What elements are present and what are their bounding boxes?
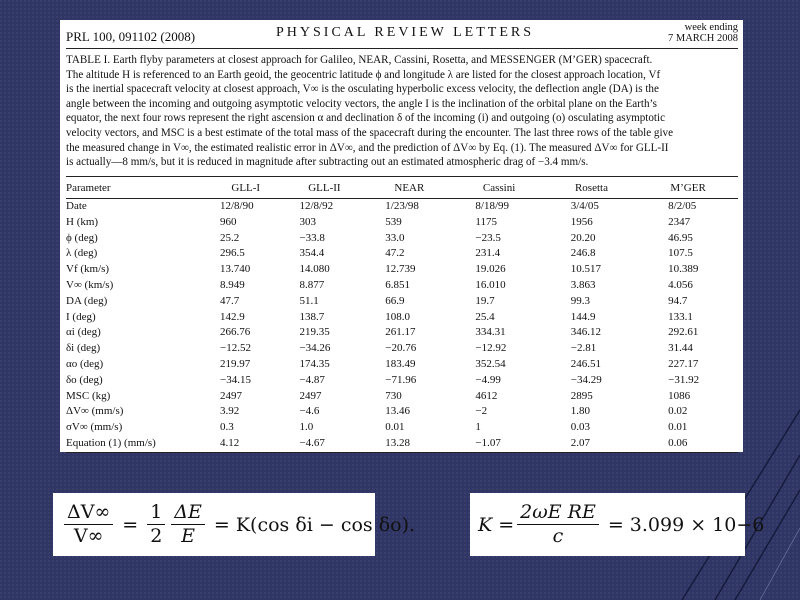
caption-line: velocity vectors, and MSC is a best estimate of the total mass of the spacecraft during the encounter. The last three rows of the table give [66, 126, 673, 139]
caption-line: TABLE I. Earth flyby parameters at closest approach for Galileo, NEAR, Cassini, Rosetta, and MESSENGER (M’GER) spacecraft. [66, 54, 653, 66]
equals-sign: = [122, 513, 139, 536]
table-row [66, 325, 738, 341]
table-cell: 16.010 [475, 278, 506, 291]
table-cell: 0.02 [668, 405, 688, 418]
table-cell: 246.51 [570, 357, 601, 370]
table-cell: 13.46 [385, 405, 411, 418]
table-row [66, 357, 738, 373]
table-cell: 539 [385, 215, 402, 228]
column-header: GLL-II [283, 177, 365, 199]
table-cell: 19.7 [475, 294, 495, 307]
table-cell: −33.8 [299, 231, 325, 244]
table-cell: 1956 [570, 215, 593, 228]
row-label: ΔV∞ (mm/s) [66, 405, 124, 418]
column-header: GLL-I [208, 177, 283, 199]
table-cell: 133.1 [668, 310, 693, 323]
week-ending-label: week ending [684, 22, 738, 33]
equation-k-constant [470, 493, 765, 556]
table-cell: 10.389 [668, 263, 699, 276]
issue-date: 7 MARCH 2008 [667, 33, 738, 44]
table-cell: 19.026 [475, 263, 506, 276]
issue-date-block [668, 22, 738, 44]
caption-line: the measured change in V∞, the estimated realistic error in ΔV∞, and the prediction of ΔV∞ by Eq. (1). The measured ΔV∞ for GLL-II [66, 141, 669, 154]
half-numerator: 1 [147, 502, 165, 525]
table-cell: 12/8/92 [299, 200, 334, 212]
column-header: Cassini [453, 177, 544, 199]
table-cell: 108.0 [385, 310, 411, 323]
table-cell: 20.20 [570, 231, 596, 244]
column-header: M’GER [638, 177, 738, 199]
table-row [66, 215, 738, 231]
row-label: λ (deg) [66, 247, 98, 260]
table-row [66, 199, 738, 215]
table-cell: −34.29 [570, 373, 602, 386]
running-head [66, 24, 738, 48]
table-cell: −2.81 [570, 342, 597, 355]
table-cell: 6.851 [385, 278, 411, 291]
table-cell: 246.8 [570, 247, 596, 260]
header-rule [66, 48, 738, 49]
table-body [66, 199, 738, 453]
column-header: NEAR [365, 177, 453, 199]
table-row [66, 389, 738, 405]
row-label: δi (deg) [66, 342, 101, 355]
table-cell: 292.61 [668, 326, 699, 339]
table-cell: 14.080 [299, 263, 330, 276]
table-cell: 266.76 [220, 326, 251, 339]
row-label: αi (deg) [66, 326, 101, 339]
table-row [66, 278, 738, 294]
table-cell: 1.80 [570, 405, 590, 418]
table-cell: 219.35 [299, 326, 330, 339]
table-cell: 25.4 [475, 310, 495, 323]
table-row [66, 246, 738, 262]
table-cell: 2497 [299, 389, 322, 402]
table-cell: −23.5 [475, 231, 501, 244]
caption-line: angle between the incoming and outgoing asymptotic velocity vectors, the angle I is the inclination of the orbital plane on the Earth’s [66, 97, 657, 110]
table-cell: −34.26 [299, 342, 331, 355]
table-cell: −71.96 [385, 373, 417, 386]
k-value: = 3.099 × 10−6 [607, 513, 765, 536]
table-row [66, 373, 738, 389]
table-cell: 730 [385, 389, 402, 402]
column-header-parameter: Parameter [66, 177, 208, 199]
row-label: H (km) [66, 215, 99, 228]
table-cell: 10.517 [570, 263, 601, 276]
table-cell: 1086 [668, 389, 691, 402]
table-cell: 144.9 [570, 310, 596, 323]
table-cell: 0.06 [638, 436, 738, 452]
table-row [66, 420, 738, 436]
row-label: αo (deg) [66, 357, 104, 370]
row-label: Equation (1) (mm/s) [66, 436, 208, 452]
table-cell: 0.3 [220, 421, 234, 434]
table-cell: 354.4 [299, 247, 325, 260]
table-cell: 1.0 [299, 421, 314, 434]
table-cell: 219.97 [220, 357, 251, 370]
table-cell: 346.12 [570, 326, 601, 339]
k-numerator: 2ωE RE [517, 502, 599, 525]
energy-numerator: ΔE [171, 502, 205, 525]
table-cell: 66.9 [385, 294, 405, 307]
table-cell: 47.7 [220, 294, 240, 307]
table-cell: −4.99 [475, 373, 501, 386]
table-cell: 107.5 [668, 247, 693, 260]
table-row [66, 404, 738, 420]
table-cell: 12/8/90 [220, 200, 254, 212]
journal-reference: PRL 100, 091102 (2008) [66, 29, 196, 44]
table-row [66, 294, 738, 310]
caption-line: is actually—8 mm/s, but it is reduced in magnitude after subtracting out an estimated atmospheric drag of −3.4 mm/s. [66, 156, 589, 169]
table-cell: 183.49 [385, 357, 416, 370]
table-cell: 8.877 [299, 278, 325, 291]
table-cell: 261.17 [385, 326, 416, 339]
table-cell: 0.01 [385, 421, 405, 434]
table-cell: 138.7 [299, 310, 325, 323]
table-cell: 1 [475, 421, 481, 434]
equation-rhs: = K(cos δi − cos δo). [213, 513, 416, 536]
table-cell: −1.07 [453, 436, 544, 452]
table-cell: 33.0 [385, 231, 405, 244]
table-row [66, 310, 738, 326]
table-cell: 0.03 [570, 421, 590, 434]
caption-line: The altitude H is referenced to an Earth geoid, the geocentric latitude ϕ and longitude λ are listed for the closest approach location, Vf [66, 68, 661, 81]
table-cell: 1175 [475, 215, 498, 228]
row-label: MSC (kg) [66, 389, 111, 402]
row-label: σV∞ (mm/s) [66, 421, 123, 434]
energy-fraction [171, 502, 205, 547]
table-cell: 352.54 [475, 357, 506, 370]
table-cell: 99.3 [570, 294, 590, 307]
table-cell: 4.12 [208, 436, 283, 452]
row-label: V∞ (km/s) [66, 278, 114, 291]
table-row [66, 231, 738, 247]
k-denominator: c [552, 525, 564, 547]
table-cell: 227.17 [668, 357, 699, 370]
table-cell: 8/2/05 [668, 200, 697, 212]
half-fraction [147, 502, 165, 547]
paper-excerpt [60, 20, 743, 452]
journal-name: PHYSICAL REVIEW LETTERS [276, 25, 534, 40]
k-lhs: K = [478, 513, 515, 536]
table-cell: 2.07 [545, 436, 638, 452]
table-cell: 4.056 [668, 278, 693, 291]
table-cell: 174.35 [299, 357, 330, 370]
table-cell: −12.92 [475, 342, 507, 355]
table-cell: −4.67 [283, 436, 365, 452]
caption-line: equator, the next four rows represent the right ascension α and declination δ of the incoming (i) and outgoing (o) osculating asymptotic [66, 112, 666, 125]
table-cell: −4.87 [299, 373, 325, 386]
table-cell: 296.5 [220, 247, 245, 260]
table-cell: 231.4 [475, 247, 501, 260]
column-header: Rosetta [545, 177, 638, 199]
table-row [66, 341, 738, 357]
table-cell: 25.2 [220, 231, 240, 244]
table-cell: 2497 [220, 389, 242, 402]
row-label: I (deg) [66, 310, 96, 323]
table-cell: 960 [220, 215, 237, 228]
row-label: Vf (km/s) [66, 263, 110, 276]
table-cell: 334.31 [475, 326, 506, 339]
row-label: ϕ (deg) [66, 231, 98, 244]
k-fraction [517, 502, 599, 547]
table-cell: 303 [299, 215, 316, 228]
table-cell: −34.15 [220, 373, 251, 386]
table-cell: 51.1 [299, 294, 319, 307]
table-cell: 47.2 [385, 247, 405, 260]
table-cell: 12.739 [385, 263, 416, 276]
table-cell: 31.44 [668, 342, 693, 355]
table-cell: 3.92 [220, 405, 240, 418]
lhs-fraction [64, 502, 113, 547]
table-cell: 0.01 [668, 421, 688, 434]
row-label: δo (deg) [66, 373, 103, 386]
lhs-denominator: V∞ [73, 525, 104, 547]
table-row [66, 436, 738, 452]
table-cell: −4.6 [299, 405, 320, 418]
table-header-row [66, 177, 738, 199]
table-cell: −12.52 [220, 342, 251, 355]
table-cell: 1/23/98 [385, 200, 419, 212]
table-cell: 4612 [475, 389, 498, 402]
table-cell: 94.7 [668, 294, 688, 307]
row-label: Date [66, 200, 87, 212]
table-row [66, 262, 738, 278]
flyby-parameters-table [66, 176, 738, 453]
caption-line: is the inertial spacecraft velocity at closest approach, V∞ is the osculating hyperbolic excess velocity, the deflection angle (DA) is the [66, 83, 659, 96]
row-label: DA (deg) [66, 294, 108, 307]
table-cell: 2347 [668, 215, 691, 228]
table-cell: −31.92 [668, 373, 700, 386]
table-cell: 3/4/05 [570, 200, 599, 212]
table-cell: 2895 [570, 389, 593, 402]
energy-denominator: E [181, 525, 196, 547]
table-cell: −20.76 [385, 342, 417, 355]
table-caption [66, 53, 738, 170]
equation-delta-v [53, 493, 416, 556]
table-cell: 3.863 [570, 278, 596, 291]
table-cell: 13.28 [365, 436, 453, 452]
table-cell: −2 [475, 405, 488, 418]
table-cell: 8.949 [220, 278, 245, 291]
lhs-numerator: ΔV∞ [64, 502, 113, 525]
half-denominator: 2 [150, 525, 163, 547]
table-cell: 8/18/99 [475, 200, 510, 212]
table-cell: 142.9 [220, 310, 245, 323]
table-cell: 13.740 [220, 263, 251, 276]
table-cell: 46.95 [668, 231, 693, 244]
